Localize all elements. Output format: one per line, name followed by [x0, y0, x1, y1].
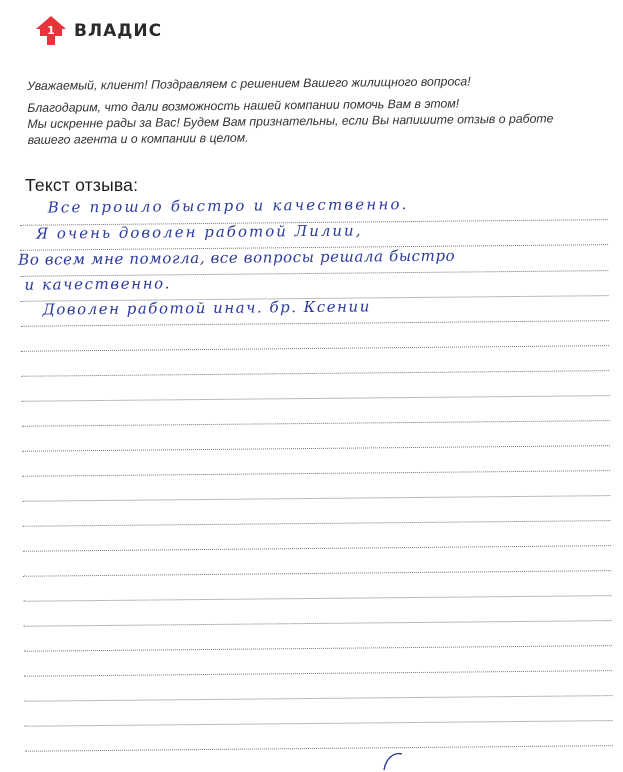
handwritten-line-5: Доволен работой инач. бр. Ксении [42, 297, 371, 319]
ruled-line [21, 320, 609, 327]
ruled-line [24, 620, 612, 627]
ruled-line [22, 495, 610, 502]
review-heading: Текст отзыва: [25, 175, 139, 195]
request-text-cont: вашего агента и о компании в целом. [27, 130, 249, 147]
ruled-line [22, 445, 610, 452]
handwritten-line-3: Во всем мне помогла, все вопросы решала быстро [18, 246, 456, 269]
ruled-line [24, 645, 612, 652]
handwritten-line-2: Я очень доволен работой Лилии, [35, 221, 363, 243]
ruled-line [23, 520, 611, 527]
signature-stroke [380, 748, 410, 772]
ruled-line [22, 395, 610, 402]
handwritten-line-4: и качественно. [24, 274, 172, 294]
ruled-line [22, 420, 610, 427]
ruled-line [23, 595, 611, 602]
ruled-line [21, 345, 609, 352]
greeting-text: Уважаемый, клиент! Поздравляем с решением Вашего жилищного вопроса! [27, 74, 471, 93]
ruled-line [25, 745, 613, 752]
ruled-line [24, 695, 612, 702]
request-text: Мы искренне рады за Вас! Будем Вам признательны, если Вы напишите отзыв о работе [27, 111, 554, 131]
ruled-line [25, 720, 613, 727]
ruled-line [23, 570, 611, 577]
ruled-line [24, 670, 612, 677]
logo-number: 1 [47, 24, 55, 37]
thanks-text: Благодарим, что дали возможность нашей компании помочь Вам в этом! [27, 96, 460, 115]
ruled-line [23, 545, 611, 552]
logo-text: ВЛАДИС [74, 21, 163, 41]
ruled-line [22, 470, 610, 477]
ruled-line [21, 370, 609, 377]
handwritten-line-1: Все прошло быстро и качественно. [47, 195, 409, 217]
